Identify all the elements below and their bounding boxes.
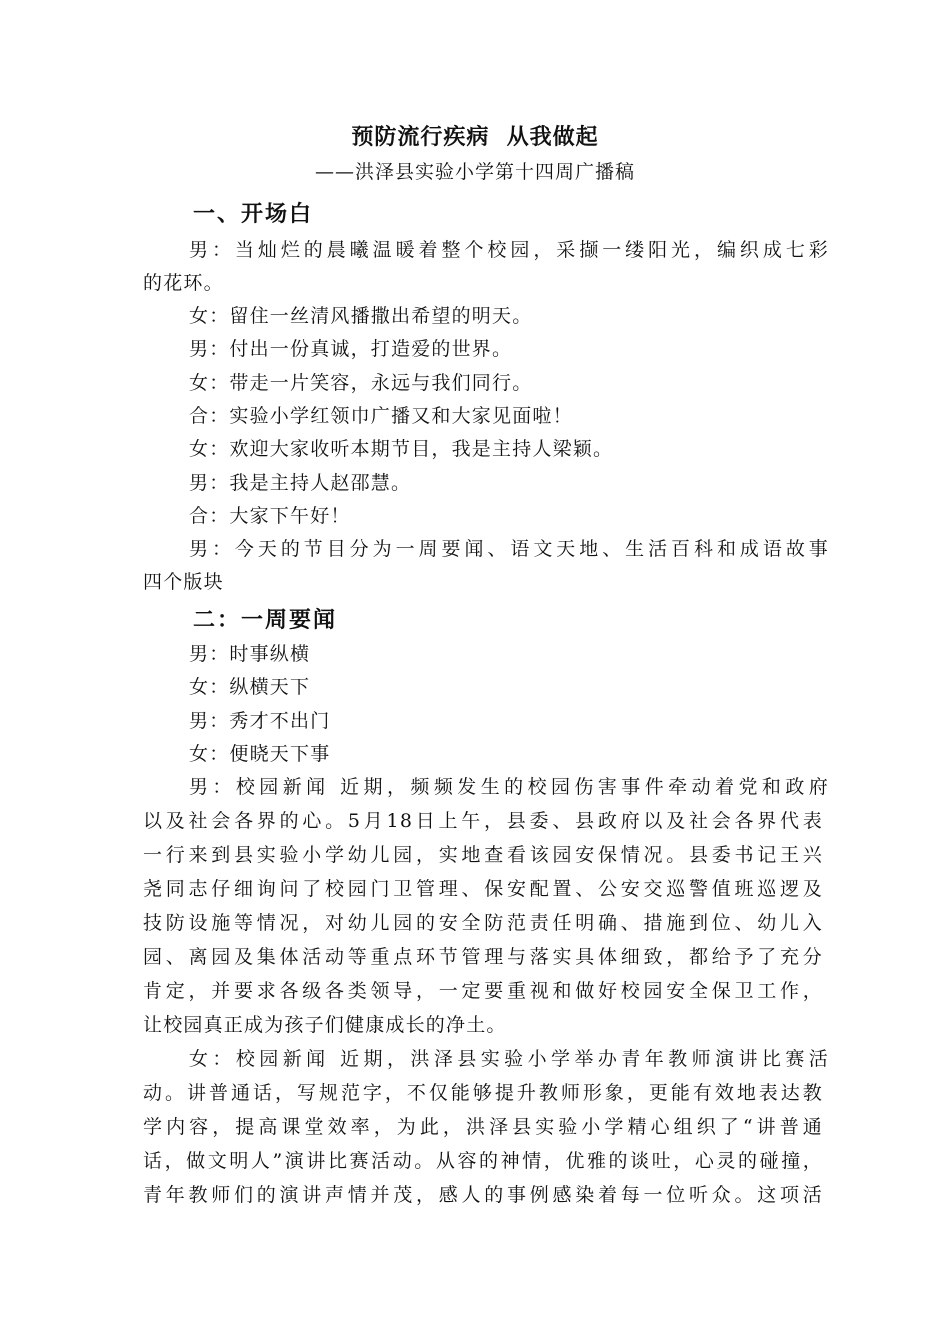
paragraph-line: 女：欢迎大家收听本期节目，我是主持人梁颖。 bbox=[189, 438, 614, 460]
document-title: 预防流行疾病 从我做起 bbox=[351, 124, 599, 150]
paragraph-line: 园、离园及集体活动等重点环节管理与落实具体细致，都给予了充分 bbox=[143, 946, 823, 968]
paragraph-line: 合：实验小学红领巾广播又和大家见面啦！ bbox=[189, 405, 573, 427]
paragraph-line: 尧同志仔细询问了校园门卫管理、保安配置、公安交巡警值班巡逻及 bbox=[143, 878, 823, 900]
paragraph-line: 肯定，并要求各级各类领导，一定要重视和做好校园安全保卫工作， bbox=[143, 980, 823, 1002]
paragraph-line: 男：我是主持人赵邵慧。 bbox=[189, 472, 412, 494]
paragraph-line: 青年教师们的演讲声情并茂，感人的事例感染着每一位听众。这项活 bbox=[143, 1184, 823, 1206]
section-heading-opening: 一、开场白 bbox=[193, 201, 314, 227]
paragraph-line: 女：留住一丝清风播撒出希望的明天。 bbox=[189, 305, 533, 327]
paragraph-line: 学内容，提高课堂效率，为此，洪泽县实验小学精心组织了“讲普通 bbox=[143, 1116, 823, 1138]
section-heading-weekly-news: 二：一周要闻 bbox=[193, 607, 338, 633]
paragraph-line: 的花环。 bbox=[143, 272, 224, 294]
paragraph-line: 男：校园新闻 近期，频频发生的校园伤害事件牵动着党和政府 bbox=[189, 776, 829, 798]
paragraph-line: 女：纵横天下 bbox=[189, 676, 311, 698]
paragraph-line: 男：秀才不出门 bbox=[189, 710, 331, 732]
paragraph-line: 技防设施等情况，对幼儿园的安全防范责任明确、措施到位、幼儿入 bbox=[143, 912, 823, 934]
paragraph-line: 让校园真正成为孩子们健康成长的净土。 bbox=[143, 1014, 507, 1036]
paragraph-line: 女：便晓天下事 bbox=[189, 743, 331, 765]
paragraph-line: 男：时事纵横 bbox=[189, 643, 311, 665]
paragraph-line: 女：校园新闻 近期，洪泽县实验小学举办青年教师演讲比赛活 bbox=[189, 1048, 829, 1070]
paragraph-line: 话，做文明人”演讲比赛活动。从容的神情，优雅的谈吐，心灵的碰撞， bbox=[143, 1150, 823, 1172]
paragraph-line: 男：付出一份真诚，打造爱的世界。 bbox=[189, 338, 513, 360]
paragraph-line: 以及社会各界的心。5月18日上午，县委、县政府以及社会各界代表 bbox=[143, 810, 823, 832]
paragraph-line: 女：带走一片笑容，永远与我们同行。 bbox=[189, 372, 533, 394]
document-subtitle: ——洪泽县实验小学第十四周广播稿 bbox=[314, 161, 635, 183]
paragraph-line: 四个版块 bbox=[143, 571, 224, 593]
paragraph-line: 男：今天的节目分为一周要闻、语文天地、生活百科和成语故事 bbox=[189, 538, 829, 560]
paragraph-line: 一行来到县实验小学幼儿园，实地查看该园安保情况。县委书记王兴 bbox=[143, 844, 823, 866]
paragraph-line: 动。讲普通话，写规范字，不仅能够提升教师形象，更能有效地表达教 bbox=[143, 1082, 823, 1104]
paragraph-line: 合：大家下午好！ bbox=[189, 505, 351, 527]
paragraph-line: 男：当灿烂的晨曦温暖着整个校园，采撷一缕阳光，编织成七彩 bbox=[189, 239, 829, 261]
